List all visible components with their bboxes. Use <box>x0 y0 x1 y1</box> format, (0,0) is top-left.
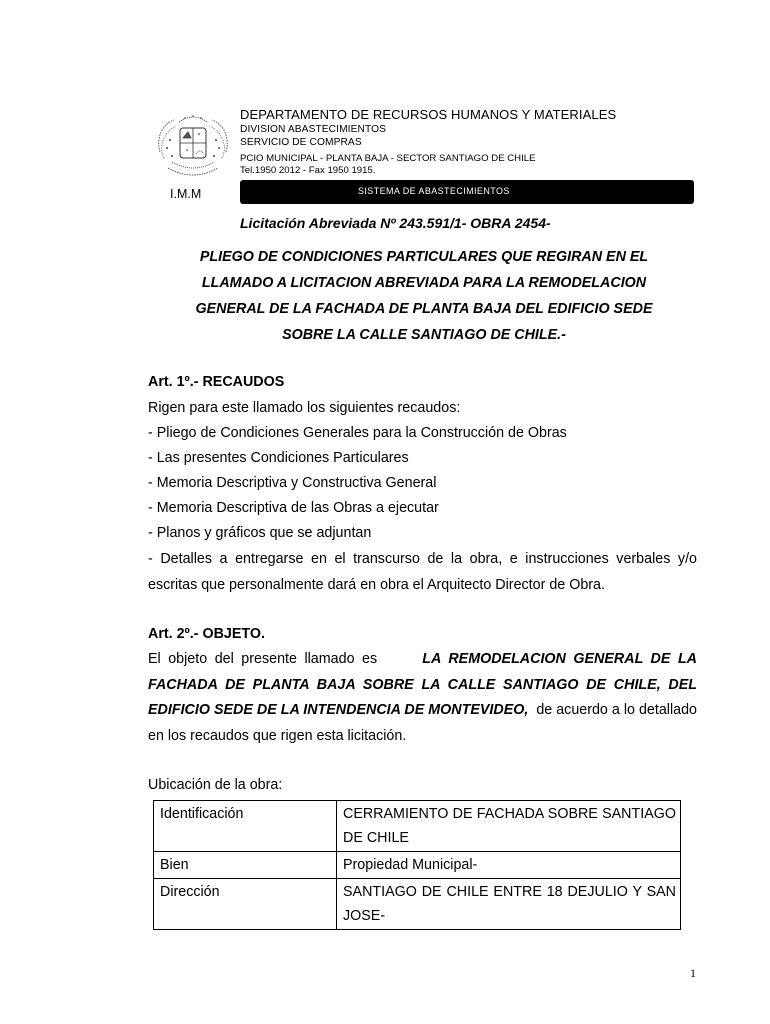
address-line: PCIO MUNICIPAL - PLANTA BAJA - SECTOR SANTIAGO DE CHILE <box>240 153 536 164</box>
table-row <box>154 879 681 930</box>
table-key: Dirección <box>154 879 337 930</box>
table-key: Bien <box>154 852 337 879</box>
pliego-line: SOBRE LA CALLE SANTIAGO DE CHILE.- <box>282 327 566 343</box>
art2-tail: de acuerdo a lo detallado en los recaudos que rigen esta licitación. <box>148 702 697 744</box>
phone-line: Tel.1950 2012 - Fax 1950 1915. <box>240 165 376 176</box>
department-title: DEPARTAMENTO DE RECURSOS HUMANOS Y MATERIALES <box>240 107 617 122</box>
service-line: SERVICIO DE COMPRAS <box>240 137 362 148</box>
pliego-line: GENERAL DE LA FACHADA DE PLANTA BAJA DEL EDIFICIO SEDE <box>195 301 653 317</box>
art2-paragraph <box>148 647 697 749</box>
table-row <box>154 801 681 852</box>
page-number: 1 <box>690 966 696 980</box>
table-value: CERRAMIENTO DE FACHADA SOBRE SANTIAGO DE CHILE <box>337 801 681 852</box>
table-value: Propiedad Municipal- <box>337 852 681 879</box>
system-bar <box>240 180 694 204</box>
recaudo-item: - Las presentes Condiciones Particulares <box>148 450 409 466</box>
art2-heading: Art. 2º.- OBJETO. <box>148 626 265 642</box>
pliego-line: PLIEGO DE CONDICIONES PARTICULARES QUE REGIRAN EN EL <box>199 249 649 265</box>
table-value: SANTIAGO DE CHILE ENTRE 18 DEJULIO Y SAN JOSE- <box>337 879 681 930</box>
art1-heading: Art. 1º.- RECAUDOS <box>148 374 285 390</box>
ubicacion-label: Ubicación de la obra: <box>148 777 283 793</box>
imm-label: I.M.M <box>170 187 202 201</box>
coat-of-arms-logo-icon <box>152 112 234 186</box>
ubicacion-table <box>153 800 681 930</box>
art1-details: - Detalles a entregarse en el transcurso de la obra, e instrucciones verbales y/o escritas que personalmente dará en obra el Arquitecto Director de Obra. <box>148 551 697 593</box>
table-row <box>154 852 681 879</box>
recaudo-item: - Memoria Descriptiva y Constructiva General <box>148 475 437 491</box>
recaudo-item: - Memoria Descriptiva de las Obras a ejecutar <box>148 500 439 516</box>
recaudo-item: - Planos y gráficos que se adjuntan <box>148 525 372 541</box>
pliego-line: LLAMADO A LICITACION ABREVIADA PARA LA REMODELACION <box>201 275 647 291</box>
pliego-title <box>150 244 698 348</box>
division-line: DIVISION ABASTECIMIENTOS <box>240 124 386 135</box>
licitacion-title: Licitación Abreviada Nº 243.591/1- OBRA 2454- <box>240 215 551 231</box>
art2-emphasis: LA REMODELACION GENERAL DE LA FACHADA DE PLANTA BAJA SOBRE LA CALLE SANTIAGO DE CHILE, DEL EDIFICIO SEDE DE LA INTENDENCIA DE MONTEVIDEO, <box>148 651 697 718</box>
art1-intro: Rigen para este llamado los siguientes recaudos: <box>148 400 461 416</box>
table-key: Identificación <box>154 801 337 852</box>
recaudo-item: - Pliego de Condiciones Generales para la Construcción de Obras <box>148 425 567 441</box>
system-bar-label: SISTEMA DE ABASTECIMIENTOS <box>358 186 510 196</box>
art2-lead: El objeto del presente llamado es <box>148 651 378 667</box>
